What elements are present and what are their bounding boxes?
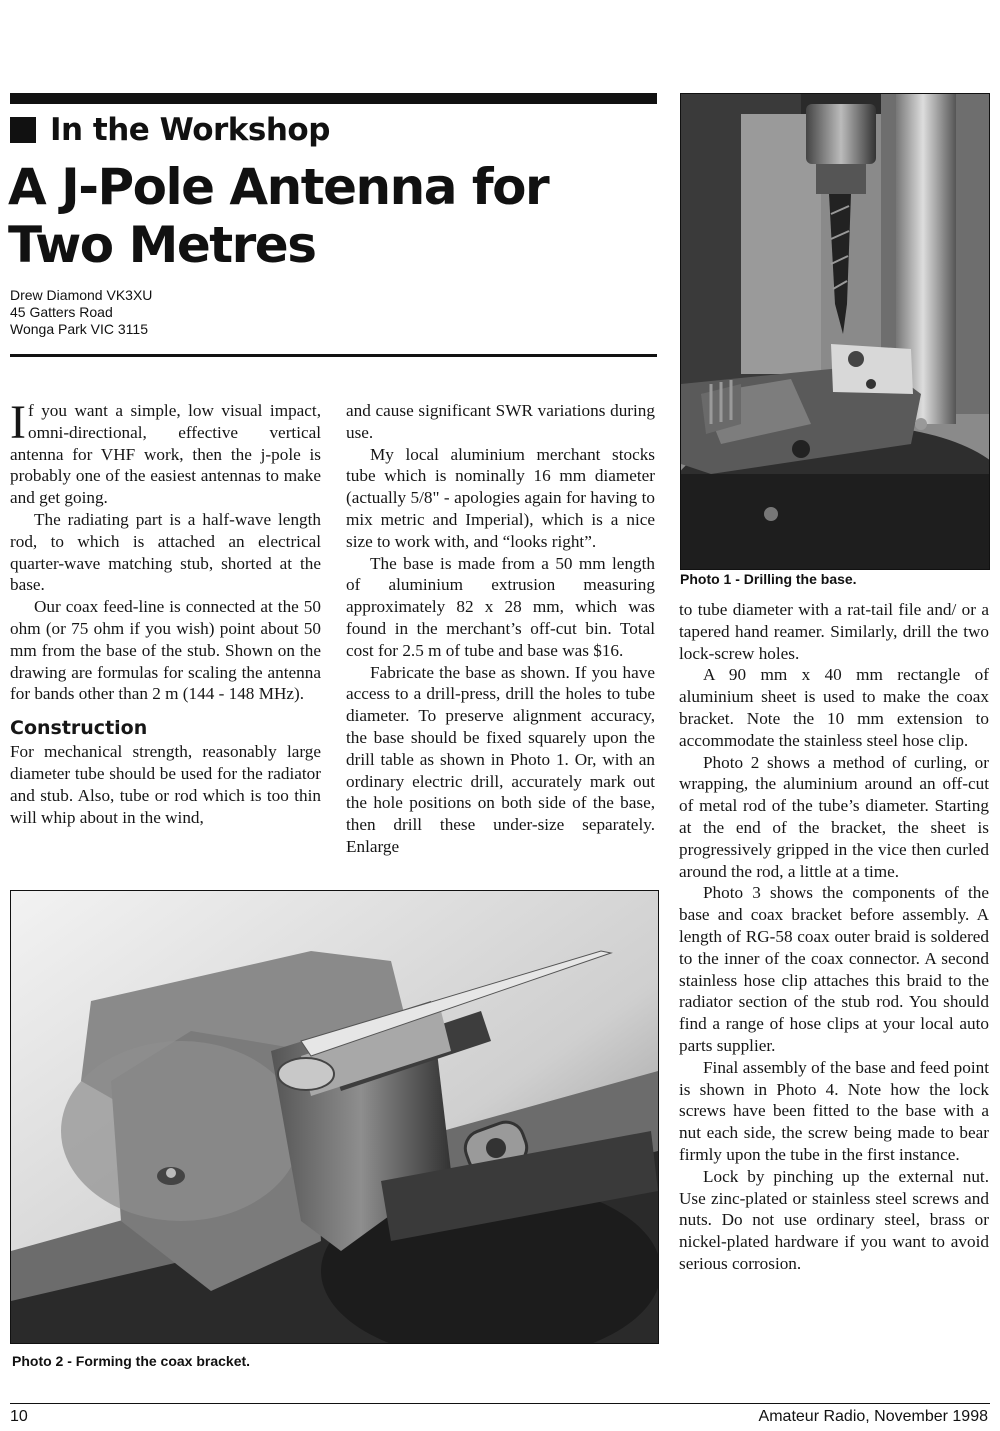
- article-column-1: [10, 396, 321, 828]
- title-line-2: Two Metres: [8, 216, 316, 274]
- paragraph: My local aluminium merchant stocks tube which is nominally 16 mm diameter (actually 5/8" - apologies again for having to mix metric and Imperial), which is a nice size to work with, and “looks right”.: [346, 444, 655, 551]
- paragraph: A 90 mm x 40 mm rectangle of aluminium sheet is used to make the coax bracket. Note the 10 mm extension to accommodate the stainless steel hose clip.: [679, 665, 989, 750]
- drop-cap: I: [10, 396, 26, 449]
- publication-info: Amateur Radio, November 1998: [758, 1408, 988, 1425]
- section-label: [10, 112, 330, 148]
- photo-2-caption: Photo 2 - Forming the coax bracket.: [12, 1353, 251, 1369]
- paragraph: For mechanical strength, reasonably large diameter tube should be used for the radiator and stub. Also, tube or rod which is too thin will whip about in the wind,: [10, 742, 321, 827]
- bench-vice-illustration: [11, 891, 658, 1343]
- author-name: Drew Diamond VK3XU: [10, 287, 153, 303]
- paragraph: Photo 2 shows a method of curling, or wrapping, the aluminium around an off-cut of metal rod of the tube’s diameter. Starting at the end of the bracket, the sheet is progressively gripped in the vice then curled around the rod, a little at a time.: [679, 752, 989, 881]
- construction-heading: Construction: [10, 717, 148, 740]
- paragraph-intro: [10, 396, 321, 509]
- paragraph: Lock by pinching up the external nut. Use zinc-plated or stainless steel screws and nuts. Do not use ordinary steel, brass or nickel-plated hardware if you want to avoid serious corrosion.: [679, 1166, 989, 1273]
- section-square-icon: [10, 117, 36, 143]
- article-title: [8, 158, 668, 274]
- title-line-1: A J-Pole Antenna for: [8, 158, 549, 216]
- paragraph: Photo 3 shows the components of the base and coax bracket before assembly. A length of RG-58 coax outer braid is soldered to the inner of the coax connector. A second stainless hose clip attaches this braid to the radiator section of the stub rod. You should find a range of hose clips at your local auto parts supplier.: [679, 883, 989, 1055]
- paragraph: The base is made from a 50 mm length of aluminium extrusion measuring approximately 82 x 28 mm, which was found in the merchant’s off-cut bin. Total cost for 2.5 m of tube and base was $16.: [346, 553, 655, 660]
- article-column-3: [679, 599, 989, 1275]
- paragraph: Fabricate the base as shown. If you have access to a drill-press, drill the holes to tube diameter. To preserve alignment accuracy, the base should be fixed squarely upon the drill table as shown in Photo 1. Or, with an ordinary electric drill, accurately mark out the hole positions on both side of the base, then drill these under-size separately. Enlarge: [346, 662, 655, 856]
- section-label-text: In the Workshop: [50, 112, 330, 148]
- paragraph: Our coax feed-line is connected at the 50 ohm (or 75 ohm if you wish) point about 50 mm from the base of the stub. Shown on the drawing are formulas for scaling the antenna for bands other than 2 m (144 - 148 MHz).: [10, 597, 321, 704]
- article-column-2: [346, 400, 655, 858]
- paragraph: and cause significant SWR variations during use.: [346, 401, 655, 442]
- drill-press-illustration: [681, 94, 989, 569]
- paragraph: to tube diameter with a rat-tail file and/ or a tapered hand reamer. Similarly, drill the two lock-screw holes.: [679, 600, 989, 663]
- author-town: Wonga Park VIC 3115: [10, 321, 149, 337]
- author-street: 45 Gatters Road: [10, 304, 113, 320]
- top-rule: [10, 93, 657, 104]
- byline-rule: [10, 354, 657, 357]
- author-byline: [10, 287, 152, 338]
- intro-text: f you want a simple, low visual impact, omni-directional, effective vertical antenna for VHF work, then the j-pole is probably one of the easiest antennas to make and get going.: [10, 401, 321, 508]
- paragraph: The radiating part is a half-wave length rod, to which is attached an electrical quarter-wave matching stub, shorted at the base.: [10, 509, 321, 595]
- page-number: 10: [10, 1408, 28, 1425]
- photo-1-caption: Photo 1 - Drilling the base.: [680, 571, 857, 587]
- footer-rule: [10, 1403, 990, 1404]
- photo-1: [680, 93, 990, 570]
- paragraph: Final assembly of the base and feed point is shown in Photo 4. Note how the lock screws have been fitted to the base with a nut each side, the screw being made to bear firmly upon the tube in the first instance.: [679, 1057, 989, 1164]
- photo-2: [10, 890, 659, 1344]
